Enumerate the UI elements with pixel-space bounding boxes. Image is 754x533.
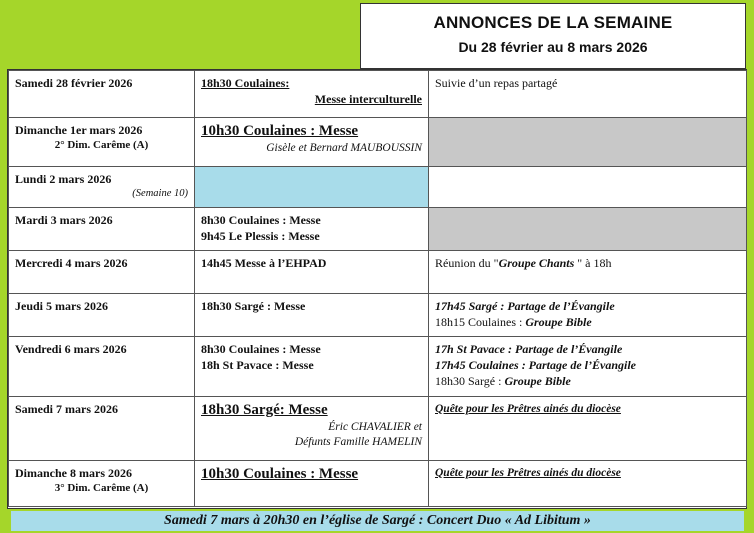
table-row (9, 71, 747, 118)
mass-line: 18h30 Sargé : Messe (201, 299, 306, 313)
schedule-sheet (7, 69, 747, 509)
note-text: Suivie d’un repas partagé (435, 76, 558, 90)
week-label: (Semaine 10) (132, 188, 188, 199)
note-line: 17h45 Coulaines : Partage de l’Évangile (435, 358, 636, 372)
note-cell-empty (429, 167, 747, 208)
day-label: Jeudi 5 mars 2026 (15, 299, 108, 313)
mass-line: 8h30 Coulaines : Messe (201, 213, 321, 227)
mass-label: 18h30 Sargé: Messe (201, 402, 328, 418)
day-label: Dimanche 8 mars 2026 (15, 466, 132, 480)
table-row (9, 397, 747, 461)
day-label: Samedi 28 février 2026 (15, 76, 133, 90)
group-name: Groupe Chants (498, 256, 575, 270)
note-line: 18h15 Coulaines : Groupe Bible (435, 315, 592, 329)
mass-cell (195, 71, 429, 118)
header-title: ANNONCES DE LA SEMAINE (433, 13, 673, 32)
mass-line: 18h St Pavace : Messe (201, 358, 314, 372)
day-cell (9, 337, 195, 397)
note-line: 18h30 Sargé : Groupe Bible (435, 374, 571, 388)
note-cell (429, 294, 747, 337)
liturgy-label: 3° Dim. Carême (A) (54, 482, 149, 494)
note-cell-empty (429, 208, 747, 251)
table-row (9, 251, 747, 294)
day-label: Lundi 2 mars 2026 (15, 172, 112, 186)
day-cell (9, 71, 195, 118)
note-cell (429, 251, 747, 294)
schedule-table (8, 70, 747, 507)
mass-label: 10h30 Coulaines : Messe (201, 466, 359, 482)
mass-cell-empty (195, 167, 429, 208)
mass-cell (195, 251, 429, 294)
day-cell (9, 118, 195, 167)
day-cell (9, 461, 195, 507)
mass-cell (195, 294, 429, 337)
table-row (9, 294, 747, 337)
note-cell (429, 397, 747, 461)
mass-intention: Défunts Famille HAMELIN (294, 436, 422, 448)
table-row (9, 461, 747, 507)
table-row (9, 167, 747, 208)
note-line: 17h45 Sargé : Partage de l’Évangile (435, 299, 615, 313)
mass-line: 14h45 Messe à l’EHPAD (201, 256, 327, 270)
announcement-header (360, 3, 746, 69)
table-row (9, 118, 747, 167)
note-cell (429, 461, 747, 507)
header-dates: Du 28 février au 8 mars 2026 (458, 39, 648, 55)
day-cell (9, 251, 195, 294)
table-row (9, 208, 747, 251)
day-label: Mardi 3 mars 2026 (15, 213, 113, 227)
note-cell (429, 337, 747, 397)
mass-cell (195, 337, 429, 397)
day-cell (9, 208, 195, 251)
mass-line: 9h45 Le Plessis : Messe (201, 229, 320, 243)
mass-time-place: 18h30 Coulaines: (201, 76, 290, 90)
collection-note: Quête pour les Prêtres ainés du diocèse (435, 467, 621, 479)
note-text: Réunion du "Groupe Chants " à 18h (435, 256, 612, 270)
mass-cell (195, 118, 429, 167)
note-line: 17h St Pavace : Partage de l’Évangile (435, 342, 623, 356)
day-label: Mercredi 4 mars 2026 (15, 256, 128, 270)
day-label: Samedi 7 mars 2026 (15, 402, 118, 416)
mass-label: 10h30 Coulaines : Messe (201, 123, 359, 139)
day-cell (9, 167, 195, 208)
note-cell (429, 71, 747, 118)
group-name: Groupe Bible (504, 374, 571, 388)
mass-cell (195, 208, 429, 251)
note-cell-empty (429, 118, 747, 167)
day-label: Dimanche 1er mars 2026 (15, 123, 143, 137)
group-name: Groupe Bible (525, 315, 592, 329)
mass-line: 8h30 Coulaines : Messe (201, 342, 321, 356)
day-label: Vendredi 6 mars 2026 (15, 342, 127, 356)
liturgy-label: 2° Dim. Carême (A) (54, 139, 149, 151)
mass-cell (195, 461, 429, 507)
collection-note: Quête pour les Prêtres ainés du diocèse (435, 403, 621, 415)
mass-label: Messe interculturelle (314, 92, 422, 106)
table-row (9, 337, 747, 397)
concert-banner: Samedi 7 mars à 20h30 en l’église de Sargé : Concert Duo « Ad Libitum » (11, 511, 744, 531)
mass-intention: Éric CHAVALIER et (328, 421, 422, 433)
mass-cell (195, 397, 429, 461)
day-cell (9, 294, 195, 337)
day-cell (9, 397, 195, 461)
mass-intention: Gisèle et Bernard MAUBOUSSIN (266, 142, 422, 154)
